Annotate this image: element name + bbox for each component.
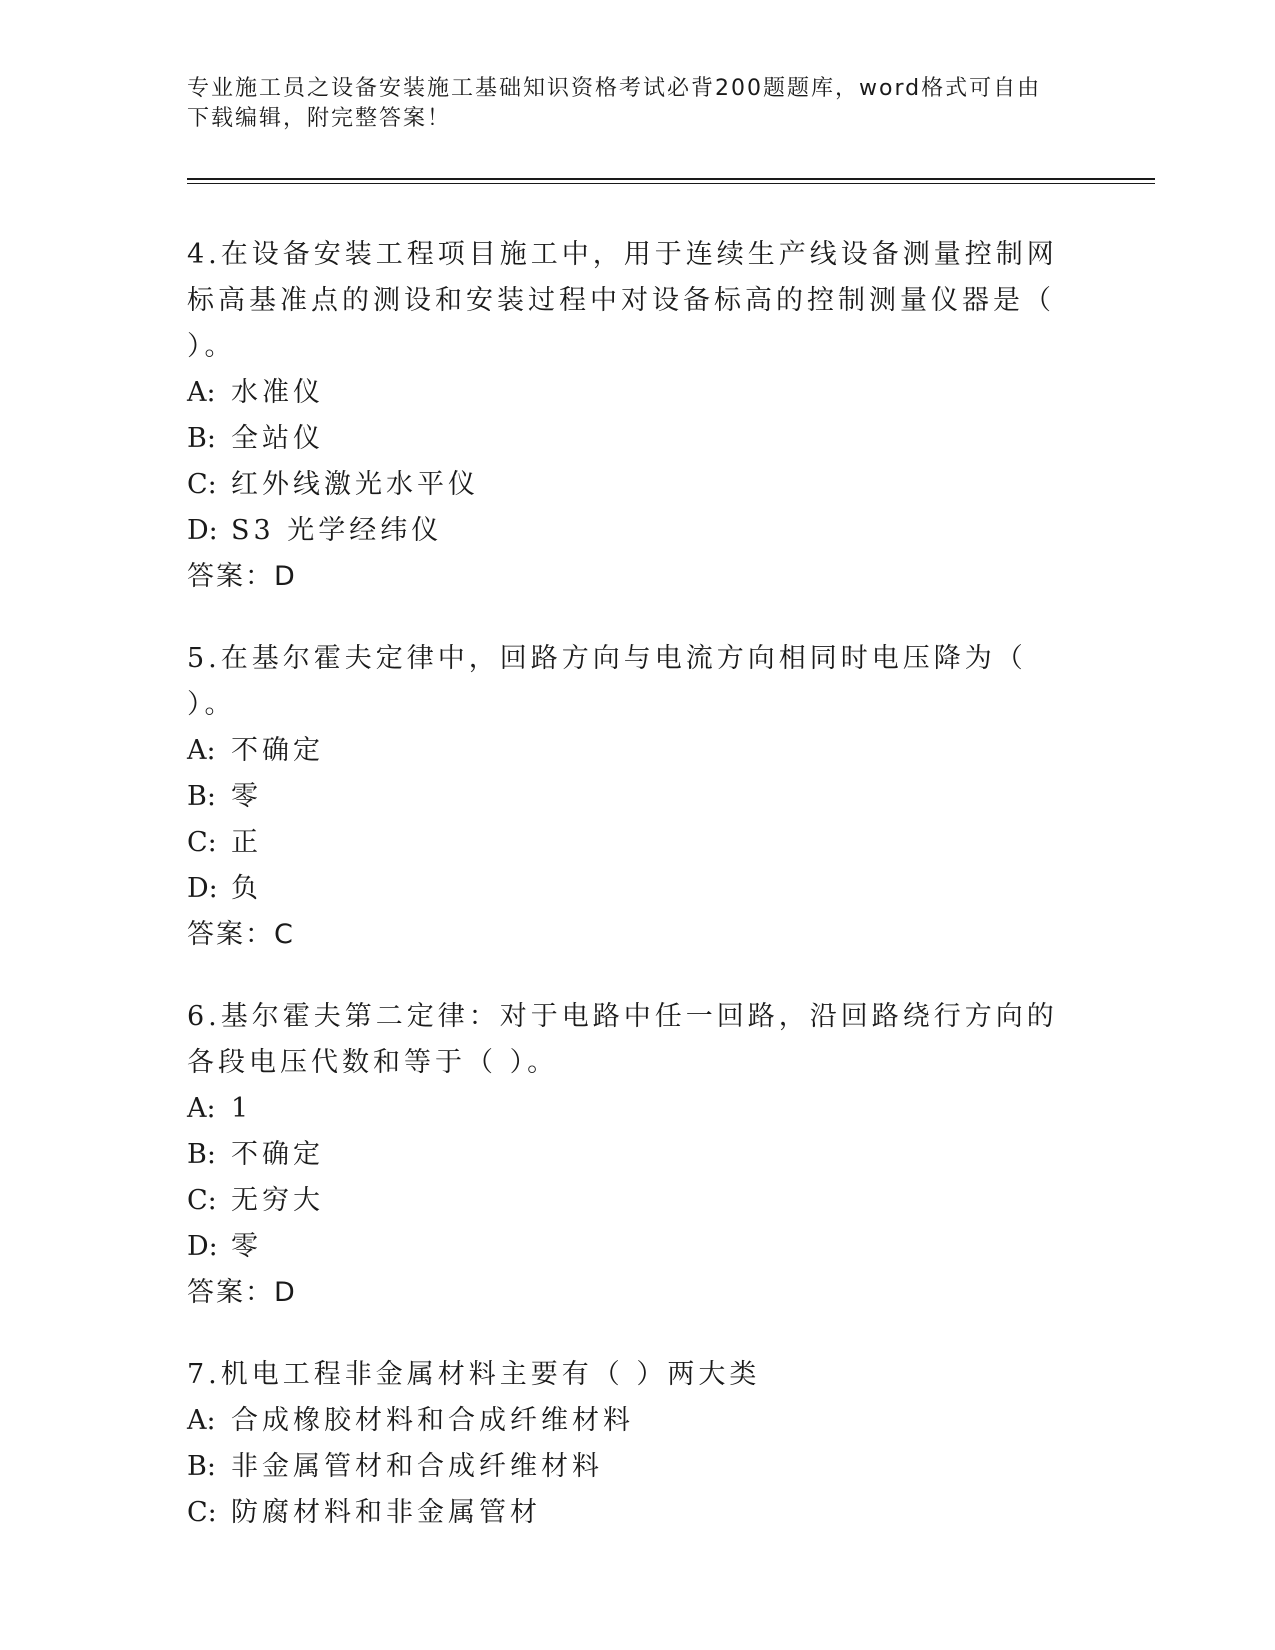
question-text: 5.在基尔霍夫定律中，回路方向与电流方向相同时电压降为（ ）。 (187, 643, 1027, 720)
option-c: C: 防腐材料和非金属管材 (187, 1497, 541, 1528)
question-text: 4.在设备安装工程项目施工中，用于连续生产线设备测量控制网标高基准点的测设和安装过程中对设备标高的控制测量仪器是（ ）。 (187, 239, 1058, 362)
option-d: D: 零 (187, 1231, 262, 1262)
option-a: A: 水准仪 (187, 377, 324, 408)
header-line-2: 下载编辑，附完整答案！ (187, 106, 452, 131)
question-4 (187, 232, 1087, 600)
option-d: D: 负 (187, 873, 262, 904)
option-a: A: 合成橡胶材料和合成纤维材料 (187, 1405, 634, 1436)
question-5 (187, 636, 1087, 958)
option-b: B: 零 (187, 781, 262, 812)
option-b: B: 全站仪 (187, 423, 324, 454)
document-header (187, 74, 1067, 134)
answer: 答案：D (187, 561, 297, 592)
header-divider-thin (187, 183, 1155, 184)
header-divider-thick (187, 178, 1155, 180)
option-c: C: 正 (187, 827, 262, 858)
question-7 (187, 1352, 1087, 1536)
question-6 (187, 994, 1087, 1316)
question-text: 7.机电工程非金属材料主要有（ ）两大类 (187, 1359, 761, 1390)
answer: 答案：D (187, 1277, 297, 1308)
option-b: B: 非金属管材和合成纤维材料 (187, 1451, 603, 1482)
question-list (187, 232, 1087, 1572)
question-text: 6.基尔霍夫第二定律：对于电路中任一回路，沿回路绕行方向的各段电压代数和等于（ ）。 (187, 1001, 1058, 1078)
option-a: A: 1 (187, 1093, 253, 1124)
option-d: D: S3 光学经纬仪 (187, 515, 443, 546)
option-b: B: 不确定 (187, 1139, 324, 1170)
option-c: C: 红外线激光水平仪 (187, 469, 479, 500)
option-c: C: 无穷大 (187, 1185, 324, 1216)
header-line-1: 专业施工员之设备安装施工基础知识资格考试必背200题题库，word格式可自由 (187, 76, 1042, 101)
answer: 答案：C (187, 919, 295, 950)
option-a: A: 不确定 (187, 735, 324, 766)
